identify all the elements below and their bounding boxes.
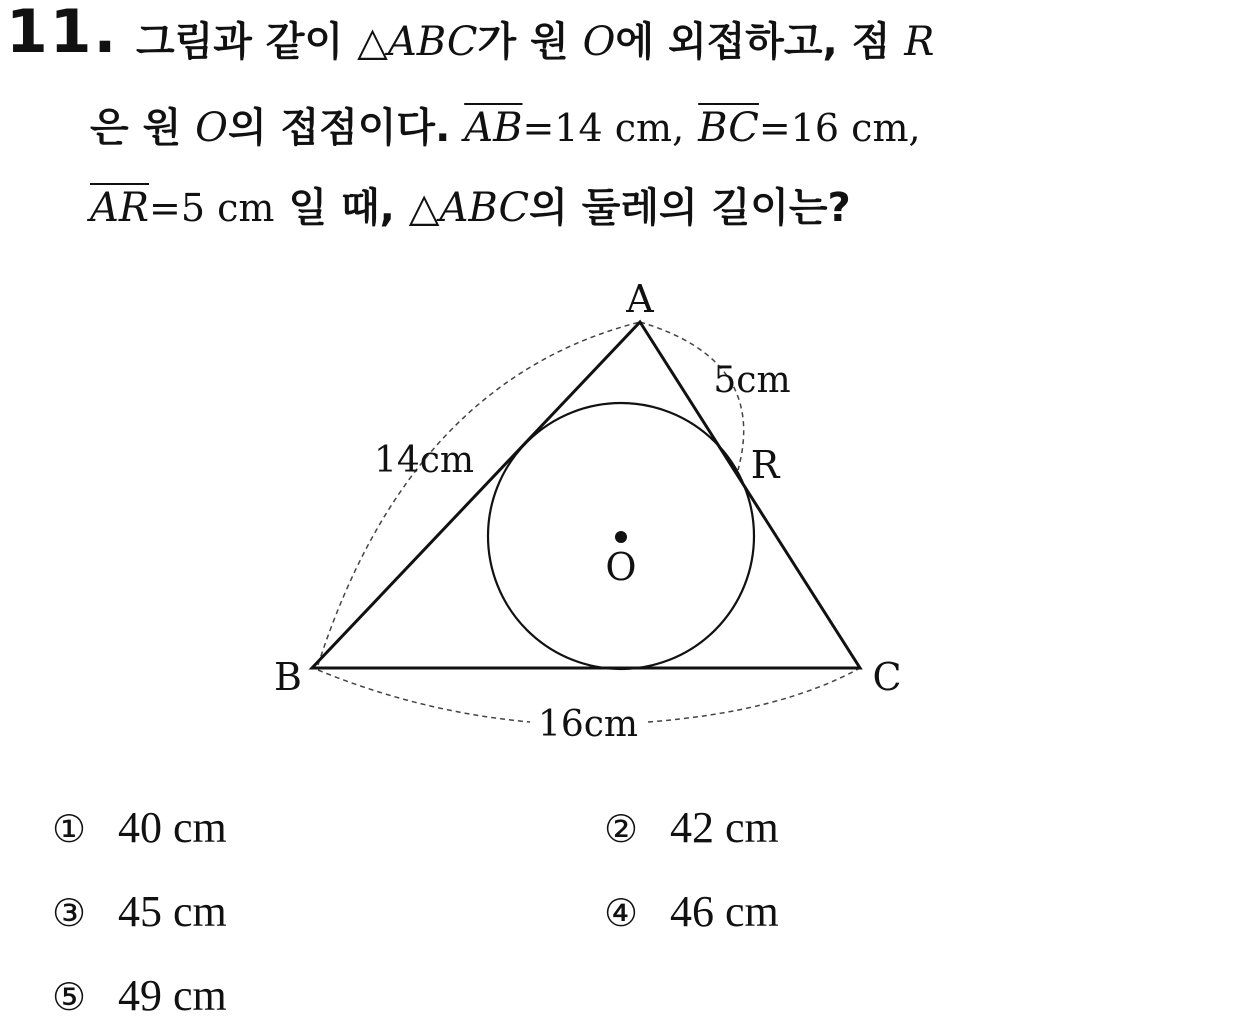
separator: , [908,106,921,150]
segment-ar-value: =5 cm [149,186,275,230]
choice-5[interactable] [52,971,227,1020]
segment-ab-label: $\overline{AB}$ [464,105,523,151]
question-text: 에 외접하고, 점 [615,19,905,65]
triangle-abc-label: △ABC [357,19,478,65]
segment-ar-label: $\overline{AR}$ [90,185,150,231]
choice-value: 45 cm [118,887,227,936]
choice-marker: ④ [604,891,639,935]
question-text: 그림과 같이 [136,19,358,65]
question-text: 가 원 [477,19,583,65]
vertex-c-label: C [872,655,902,699]
question-text: 의 접점이다. [227,105,465,151]
question-text: 은 원 [90,105,196,151]
segment-ab-value: =14 cm [522,106,673,150]
question-text: 일 때, [288,185,409,231]
vertex-b-label: B [274,655,302,699]
choice-value: 40 cm [118,803,227,852]
dashed-arc-bc-left [318,670,530,722]
choice-marker: ③ [52,891,87,935]
triangle-abc-label: △ABC [408,185,530,231]
length-ar-label: 5cm [713,360,791,401]
choice-3[interactable] [52,887,227,936]
center-o-label: O [605,545,637,589]
center-point-o [615,531,627,543]
circle-o-label: O [582,19,616,65]
choice-value: 42 cm [670,803,779,852]
point-r-label: R [750,443,780,487]
choice-value: 46 cm [670,887,779,936]
question-number: 11. [6,0,119,67]
choice-marker: ⑤ [52,975,87,1019]
point-r-label: R [904,19,935,65]
separator: , [672,106,685,150]
question-text: 의 둘레의 길이는? [529,185,851,231]
length-ab-label: 14cm [373,440,475,481]
choice-4[interactable] [604,887,779,936]
choice-value: 49 cm [118,971,227,1020]
choice-1[interactable] [52,803,227,852]
circle-o-label: O [195,105,228,151]
choice-marker: ② [604,807,639,851]
dashed-arc-bc-right [648,668,860,722]
choice-marker: ① [52,807,87,851]
segment-bc-label: $\overline{BC}$ [698,105,759,151]
vertex-a-label: A [626,277,654,321]
length-bc-label: 16cm [537,704,639,745]
segment-bc-value: =16 cm [758,106,909,150]
choice-2[interactable] [604,803,779,852]
